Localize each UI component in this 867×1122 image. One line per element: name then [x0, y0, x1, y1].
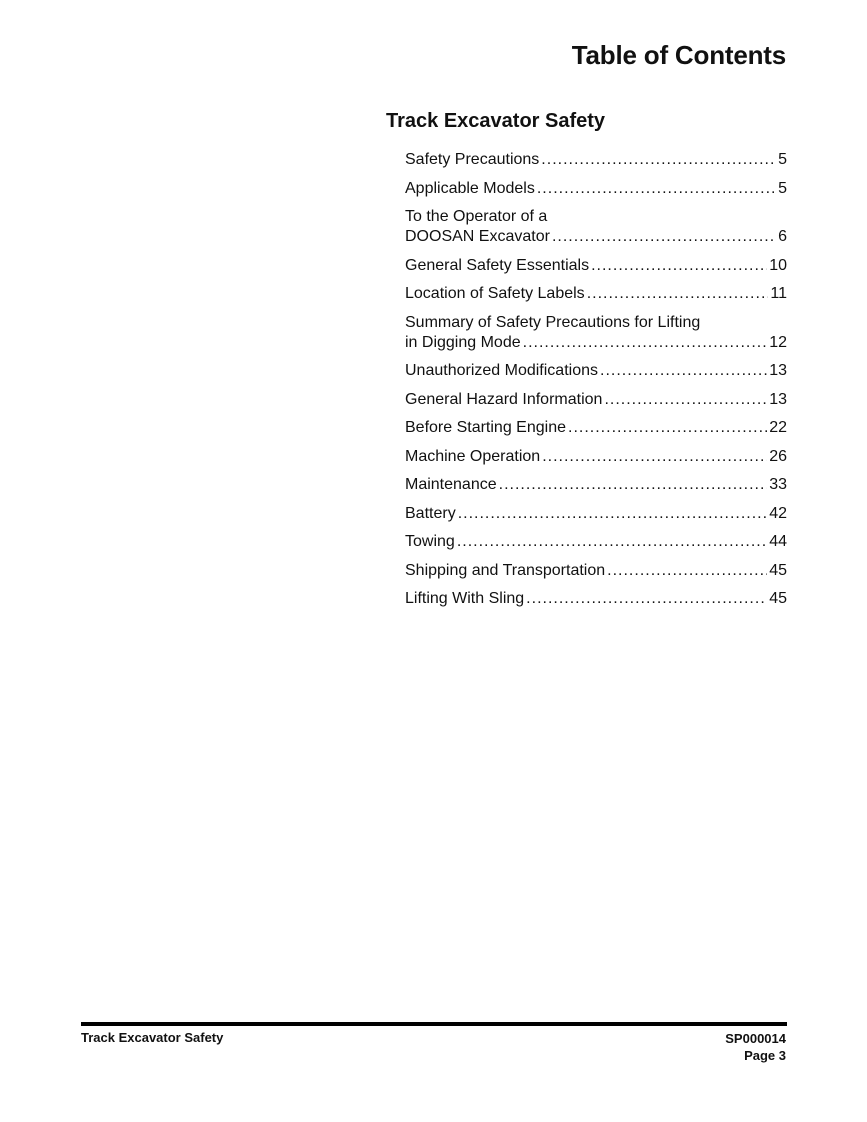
- toc-entry-title: Machine Operation: [405, 447, 541, 465]
- toc-entry-title: Towing: [405, 533, 455, 550]
- toc-entry-title: Before Starting Engine: [405, 419, 566, 436]
- dot-leader: [526, 589, 767, 609]
- toc-entry[interactable]: [405, 532, 787, 552]
- toc-entry-row: [405, 227, 787, 247]
- toc-entry-row: [405, 256, 787, 276]
- dot-leader: [604, 390, 767, 410]
- toc-entry[interactable]: [405, 504, 787, 524]
- toc-entry-page-number: 45: [769, 590, 787, 607]
- toc-entry-row: [405, 504, 787, 524]
- toc-entry[interactable]: [405, 589, 787, 609]
- toc-entry-page-number: 13: [769, 390, 787, 408]
- toc-entry-row: [405, 361, 787, 381]
- section-title: Track Excavator Safety: [386, 110, 606, 132]
- toc-entry[interactable]: [405, 361, 787, 381]
- dot-leader: [499, 475, 768, 495]
- page-title: Table of Contents: [571, 40, 786, 70]
- toc-entry-title: General Safety Essentials: [405, 256, 590, 274]
- toc-entry-page-number: 33: [769, 476, 787, 493]
- dot-leader: [552, 227, 776, 247]
- toc-entry-page-number: 26: [769, 447, 787, 465]
- toc-entry[interactable]: [405, 390, 787, 410]
- dot-leader: [600, 361, 767, 381]
- toc-entry-page-number: 45: [769, 561, 787, 579]
- toc-entry-row: [405, 561, 787, 581]
- toc-entry[interactable]: [405, 256, 787, 276]
- dot-leader: [537, 179, 776, 199]
- toc-entry-title: Location of Safety Labels: [405, 285, 585, 302]
- toc-entry[interactable]: [405, 284, 787, 304]
- toc-entry[interactable]: [405, 447, 787, 467]
- toc-entry-title: Applicable Models: [405, 179, 535, 197]
- toc-list: [405, 150, 787, 618]
- toc-entry-row: [405, 333, 787, 353]
- toc-entry-row: [405, 284, 787, 304]
- toc-entry-title: DOOSAN Excavator: [405, 228, 550, 245]
- toc-entry[interactable]: [405, 475, 787, 495]
- toc-entry-title-line1: Summary of Safety Precautions for Lifting: [405, 313, 701, 331]
- toc-entry-page-number: 5: [778, 179, 787, 197]
- toc-entry-row: [405, 418, 787, 438]
- toc-entry[interactable]: [405, 313, 787, 353]
- toc-entry-title-line1: To the Operator of a: [405, 208, 548, 225]
- dot-leader: [458, 504, 768, 524]
- toc-entry[interactable]: [405, 561, 787, 581]
- toc-entry-page-number: 10: [769, 256, 787, 274]
- toc-entry-title: Lifting With Sling: [405, 590, 525, 607]
- toc-entry-page-number: 13: [769, 362, 787, 379]
- dot-leader: [587, 284, 769, 304]
- dot-leader: [542, 447, 767, 467]
- footer-document-title: Track Excavator Safety: [81, 1030, 224, 1045]
- toc-entry-title: Unauthorized Modifications: [405, 362, 598, 379]
- dot-leader: [523, 333, 768, 353]
- toc-entry-row: [405, 390, 787, 410]
- toc-entry[interactable]: [405, 207, 787, 247]
- toc-entry-page-number: 11: [770, 285, 787, 302]
- footer-doc-id: SP000014: [725, 1031, 786, 1046]
- toc-entry-title: Safety Precautions: [405, 151, 540, 168]
- toc-entry[interactable]: [405, 418, 787, 438]
- toc-entry-row: [405, 150, 787, 170]
- toc-entry-title: Maintenance: [405, 476, 497, 493]
- toc-entry[interactable]: [405, 150, 787, 170]
- toc-entry-page-number: 22: [769, 419, 787, 436]
- toc-entry-row: [405, 179, 787, 199]
- toc-entry-row: [405, 532, 787, 552]
- toc-entry-title: Shipping and Transportation: [405, 561, 606, 579]
- footer-right: [725, 1030, 786, 1064]
- toc-entry-title: Battery: [405, 504, 456, 522]
- toc-entry-row: [405, 589, 787, 609]
- dot-leader: [591, 256, 767, 276]
- dot-leader: [568, 418, 767, 438]
- toc-entry-page-number: 6: [778, 228, 787, 245]
- toc-entry-page-number: 44: [769, 533, 787, 550]
- toc-entry-title: in Digging Mode: [405, 333, 521, 351]
- toc-entry-title: General Hazard Information: [405, 390, 603, 408]
- toc-entry-page-number: 42: [769, 504, 787, 522]
- toc-entry-page-number: 12: [769, 333, 787, 351]
- toc-entry-row: [405, 475, 787, 495]
- toc-entry-row: [405, 447, 787, 467]
- dot-leader: [541, 150, 776, 170]
- dot-leader: [457, 532, 767, 552]
- toc-entry[interactable]: [405, 179, 787, 199]
- footer-rule: [81, 1022, 787, 1026]
- toc-entry-page-number: 5: [778, 151, 787, 168]
- footer-page-number: Page 3: [744, 1048, 786, 1063]
- dot-leader: [607, 561, 767, 581]
